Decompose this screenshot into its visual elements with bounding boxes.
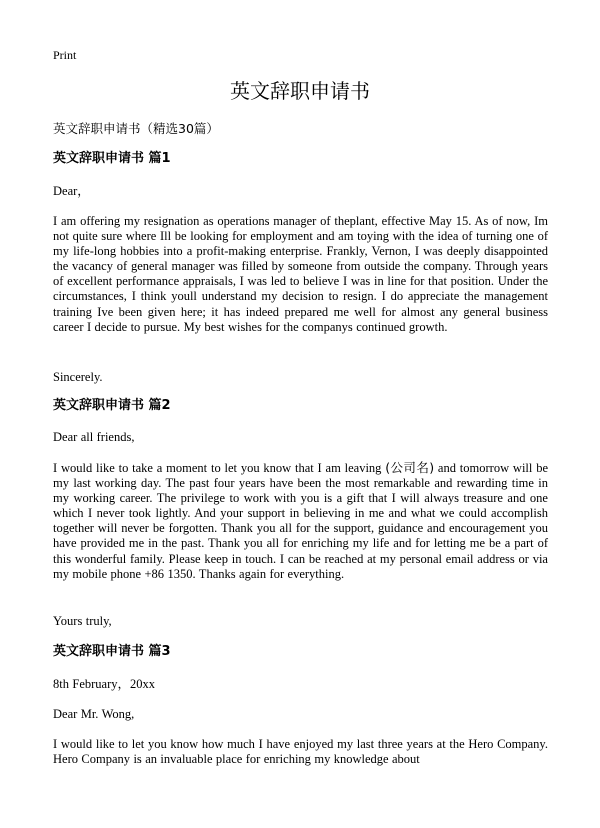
print-label: Print (53, 48, 77, 62)
document-title: 英文辞职申请书 (230, 79, 370, 103)
section-3-greeting: Dear Mr. Wong, (53, 707, 135, 721)
section-1-body: I am offering my resignation as operations manager of theplant, effective May 15. As of now, Im not quite sure where Ill be looking for employment and am toying with the idea of turning one of my life-long hobbies into a profit-making enterprise. Frankly, Vernon, I was deeply disappointed the vacancy of general manager was filled by someone from outside the company. Through years of excellent performance appraisals, I was led to believe I was in line for that position. Under the circumstances, I think youll understand my decision to resign. I do appreciate the management training Ive been given here; it has indeed prepared me well for almost any general business career I decide to pursue. My best wishes for the companys continued growth. (53, 214, 548, 334)
section-heading-3: 英文辞职申请书 篇3 (53, 644, 171, 659)
document-subtitle: 英文辞职申请书（精选30篇） (53, 121, 219, 136)
section-3-date: 8th February，20xx (53, 677, 156, 691)
section-2-body-part-1: I would like to take a moment to let you know that I am leaving (53, 461, 386, 475)
section-1-closing: Sincerely. (53, 370, 103, 384)
section-2-closing: Yours truly, (53, 614, 112, 628)
section-2-body (53, 460, 548, 582)
section-2-greeting: Dear all friends, (53, 430, 135, 444)
section-heading-1: 英文辞职申请书 篇1 (53, 151, 171, 166)
company-name-placeholder: (公司名) (385, 460, 435, 475)
section-2-body-part-2: and tomorrow will be my last working day. The past four years have been the most remarkable and rewarding time in my working career. The privilege to work with you is a gift that I will always treasure and one which I never took lightly. And your support in believing in me and what we could accomplish together will never be forgotten. Thank you all for the support, guidance and encouragement you have provided me in the past. Thank you all for enriching my life and for letting me be a part of this wonderful family. Please keep in touch. I can be reached at my personal email address or via my mobile phone +86 1350. Thanks again for everything. (53, 461, 548, 581)
section-heading-2: 英文辞职申请书 篇2 (53, 398, 171, 413)
section-3-body: I would like to let you know how much I have enjoyed my last three years at the Hero Company. Hero Company is an invaluable place for enriching my knowledge about (53, 737, 548, 767)
section-1-greeting: Dear， (53, 184, 90, 198)
